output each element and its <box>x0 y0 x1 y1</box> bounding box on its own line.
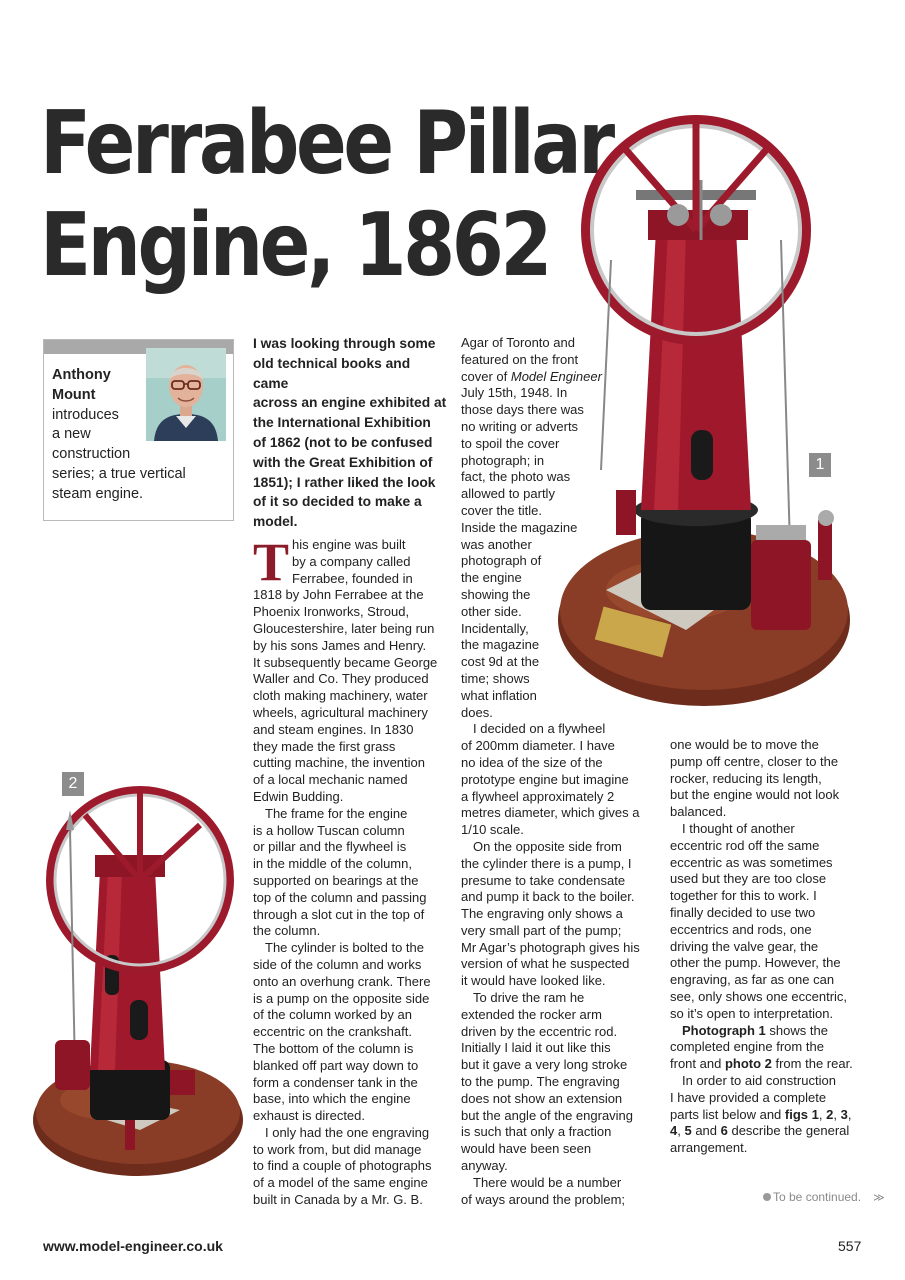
intro-line: the International Exhibition <box>253 415 431 431</box>
intro-line: across an engine exhibited at <box>253 395 447 411</box>
col3-line: see, only shows one eccentric, <box>670 988 848 1004</box>
col1-line: cloth making machinery, water <box>253 688 428 704</box>
col2-line: and pump it back to the boiler. <box>461 889 635 905</box>
intro-line: of 1862 (not to be confused <box>253 434 433 450</box>
col2-line: 1/10 scale. <box>461 822 524 838</box>
col3-line: used but they are too close <box>670 871 827 887</box>
photo-ref-1: Photograph 1 <box>682 1022 766 1038</box>
text-run: and <box>691 1123 721 1139</box>
col1-line: his engine was built <box>292 537 406 552</box>
col1-line: and steam engines. In 1830 <box>253 721 414 737</box>
text-run: , <box>847 1106 852 1122</box>
text-run: parts list below and <box>670 1106 785 1122</box>
col2-line: to spoil the cover <box>461 435 560 451</box>
col2-line: the cylinder there is a pump, I <box>461 855 632 871</box>
col1-line: Waller and Co. They produced <box>253 671 429 687</box>
col3-line: eccentrics and rods, one <box>670 921 812 937</box>
col1-line: wheels, agricultural machinery <box>253 704 428 720</box>
col2-line: To drive the ram he <box>473 990 585 1006</box>
byline-line: steam engine. <box>52 485 144 502</box>
col2-line: cover the title. <box>461 502 542 518</box>
col3-figs-line <box>670 1107 870 1124</box>
col1-line: through a slot cut in the top of <box>253 906 425 922</box>
col3-line: one would be to move the <box>670 737 819 752</box>
col2-line: On the opposite side from <box>473 838 622 854</box>
body-column-1 <box>253 532 448 1209</box>
col2-line: the engine <box>461 570 522 586</box>
footer-url[interactable]: www.model-engineer.co.uk <box>43 1238 223 1254</box>
text-run: front and <box>670 1056 725 1072</box>
title-line-1: Ferrabee Pillar <box>40 92 612 194</box>
intro-line: old technical books and came <box>253 355 411 391</box>
author-name-line-1: Anthony <box>52 367 111 383</box>
col1-line: they made the first grass <box>253 738 396 754</box>
col3-photo-line <box>670 1023 870 1040</box>
col2-line: no writing or adverts <box>461 418 579 434</box>
col2-line: Agar of Toronto and <box>461 335 575 350</box>
col1-line: The bottom of the column is <box>253 1040 414 1056</box>
col2-line: The engraving only shows a <box>461 906 623 922</box>
col1-line: Edwin Budding. <box>253 788 344 804</box>
col1-line: or pillar and the flywheel is <box>253 839 407 855</box>
intro-paragraph <box>253 334 448 532</box>
col1-line: by a company called <box>292 553 411 569</box>
text-run: shows the <box>765 1022 828 1038</box>
col1-line: I only had the one engraving <box>265 1124 430 1140</box>
engine-photo-rear <box>30 770 245 1180</box>
col2-line: cover of Model Engineer <box>461 368 602 384</box>
col3-figs-line <box>670 1123 870 1140</box>
col2-line: photograph; in <box>461 452 545 468</box>
col2-line: what inflation <box>461 687 537 703</box>
intro-line: of it so decided to make a <box>253 494 422 510</box>
byline-box <box>43 339 234 521</box>
text-run: , <box>818 1106 827 1122</box>
col1-line: supported on bearings at the <box>253 872 419 888</box>
col1-line: the column. <box>253 923 321 939</box>
page-title <box>40 92 612 296</box>
col2-line: extended the rocker arm <box>461 1006 602 1022</box>
col2-line: very small part of the pump; <box>461 922 622 938</box>
col3-line: pump off centre, closer to the <box>670 753 839 769</box>
bullet-dot-icon <box>763 1193 771 1201</box>
col2-line: allowed to partly <box>461 486 555 502</box>
col2-line: but the angle of the engraving <box>461 1107 634 1123</box>
col1-line: eccentric on the crankshaft. <box>253 1024 412 1040</box>
col1-line: of the column worked by an <box>253 1007 412 1023</box>
text-run: from the rear. <box>771 1056 853 1072</box>
title-line-2: Engine, 1862 <box>40 194 550 296</box>
col1-line: The frame for the engine <box>265 805 408 821</box>
col3-line: I thought of another <box>682 820 795 836</box>
col2-line: of 200mm diameter. I have <box>461 738 615 754</box>
photo-label-2: 2 <box>62 772 84 796</box>
col2-line: driven by the eccentric rod. <box>461 1023 618 1039</box>
col3-line: eccentric rod off the same <box>670 837 820 853</box>
text-run: , <box>833 1106 841 1122</box>
photo-label-1: 1 <box>809 453 831 477</box>
col3-photo-line: completed engine from the <box>670 1039 824 1055</box>
intro-line: with the Great Exhibition of <box>253 454 433 470</box>
col3-line: engraving, as far as one can <box>670 972 835 988</box>
col2-line: I decided on a flywheel <box>473 721 606 737</box>
col1-line: 1818 by John Ferrabee at the <box>253 587 424 603</box>
byline-line: introduces <box>52 406 119 423</box>
col1-line: in the middle of the column, <box>253 856 412 872</box>
fig-ref: 2 <box>826 1106 834 1122</box>
col2-line: those days there was <box>461 402 584 418</box>
col2-line: prototype engine but imagine <box>461 771 629 787</box>
col1-line: to work from, but did manage <box>253 1141 422 1157</box>
col2-line: does not show an extension <box>461 1090 623 1106</box>
col2-line: no idea of the size of the <box>461 754 603 770</box>
engine-photo-front <box>556 110 856 710</box>
col1-line: side of the column and works <box>253 956 422 972</box>
author-name-line-2: Mount <box>52 386 96 403</box>
fig-ref: 6 <box>720 1123 728 1139</box>
col2-line: showing the <box>461 586 531 602</box>
col2-line: of ways around the problem; <box>461 1191 626 1207</box>
col2-line: to the pump. The engraving <box>461 1074 620 1090</box>
col3-line: together for this to work. I <box>670 888 817 904</box>
col3-line: so it’s open to interpretation. <box>670 1005 834 1021</box>
col3-line: finally decided to use two <box>670 904 816 920</box>
continued-text: To be continued. <box>773 1190 862 1204</box>
col3-figs-line: In order to aid construction <box>682 1072 836 1088</box>
page-number: 557 <box>838 1238 862 1254</box>
col3-line: other the pump. However, the <box>670 955 841 971</box>
col2-line: July 15th, 1948. In <box>461 385 568 401</box>
col3-figs-line: arrangement. <box>670 1140 748 1156</box>
col2-line: cost 9d at the <box>461 654 540 670</box>
col1-line: It subsequently became George <box>253 654 438 670</box>
col2-line: featured on the front <box>461 351 579 367</box>
col2-line: metres diameter, which gives a <box>461 805 640 821</box>
col2-line: version of what he suspected <box>461 956 630 972</box>
col2-line: but it gave a very long stroke <box>461 1057 628 1073</box>
drop-cap: T <box>253 532 290 592</box>
col3-figs-line: I have provided a complete <box>670 1089 827 1105</box>
col2-line: Incidentally, <box>461 620 529 636</box>
col1-line: blanked off part way down to <box>253 1057 419 1073</box>
text-run: , <box>677 1123 685 1139</box>
col2-line: There would be a number <box>473 1174 622 1190</box>
col2-line: presume to take condensate <box>461 872 626 888</box>
col1-line: base, into which the engine <box>253 1091 411 1107</box>
byline-line: series; a true vertical <box>52 465 186 482</box>
col1-line: onto an overhung crank. There <box>253 973 431 989</box>
col1-line: Ferrabee, founded in <box>292 570 413 586</box>
col2-line: Initially I laid it out like this <box>461 1040 611 1056</box>
col3-line: driving the valve gear, the <box>670 938 819 954</box>
col2-line: a flywheel approximately 2 <box>461 788 615 804</box>
col3-line: rocker, reducing its length, <box>670 770 822 786</box>
col1-line: cutting machine, the invention <box>253 755 425 771</box>
col1-line: to find a couple of photographs <box>253 1158 432 1174</box>
fig-ref: 4 <box>670 1123 678 1139</box>
text-run: describe the general <box>727 1123 850 1139</box>
col2-line: does. <box>461 704 493 720</box>
col3-line: balanced. <box>670 804 727 820</box>
double-arrow-icon: ≫ <box>873 1192 885 1204</box>
fig-ref: 5 <box>684 1123 692 1139</box>
byline-line: construction <box>52 446 131 463</box>
col1-line: by his sons James and Henry. <box>253 637 427 653</box>
intro-line: model. <box>253 514 298 530</box>
col1-line: top of the column and passing <box>253 889 427 905</box>
col2-line: Inside the magazine <box>461 519 578 535</box>
col1-line: The cylinder is bolted to the <box>265 940 424 956</box>
col1-line: of a model of the same engine <box>253 1175 428 1191</box>
col2-line: would have been seen <box>461 1141 592 1157</box>
fig-ref: figs 1 <box>784 1106 819 1122</box>
col2-line: the magazine <box>461 637 540 653</box>
body-column-3 <box>670 737 870 1157</box>
col2-line: other side. <box>461 603 522 619</box>
photo-ref-2: photo 2 <box>724 1056 772 1072</box>
col2-line: fact, the photo was <box>461 469 571 485</box>
col1-line: is a hollow Tuscan column <box>253 822 405 838</box>
byline-line: a new <box>52 426 91 443</box>
intro-line: I was looking through some <box>253 336 436 351</box>
col1-line: of a local mechanic named <box>253 772 408 788</box>
fig-ref: 3 <box>840 1106 848 1122</box>
to-be-continued <box>763 1190 885 1204</box>
col1-line: is a pump on the opposite side <box>253 990 430 1006</box>
col1-line: built in Canada by a Mr. G. B. <box>253 1192 423 1208</box>
col2-line: time; shows <box>461 670 530 686</box>
col2-line: is such that only a fraction <box>461 1124 612 1140</box>
byline-text <box>52 366 230 505</box>
col2-line: Mr Agar’s photograph gives his <box>461 939 640 955</box>
col2-line: was another <box>461 536 532 552</box>
col1-line: Gloucestershire, later being run <box>253 620 435 636</box>
col2-line: photograph of <box>461 553 542 569</box>
col2-line: it would have looked like. <box>461 973 606 989</box>
magazine-title: Model Engineer <box>510 368 602 384</box>
intro-line: 1851); I rather liked the look <box>253 474 436 490</box>
col1-line: form a condenser tank in the <box>253 1074 418 1090</box>
col3-photo-line <box>670 1056 870 1073</box>
col2-line: anyway. <box>461 1158 508 1174</box>
col3-line: eccentric as was sometimes <box>670 854 833 870</box>
col3-line: but the engine would not look <box>670 787 840 803</box>
col1-line: exhaust is directed. <box>253 1108 366 1124</box>
col1-line: Phoenix Ironworks, Stroud, <box>253 604 410 620</box>
